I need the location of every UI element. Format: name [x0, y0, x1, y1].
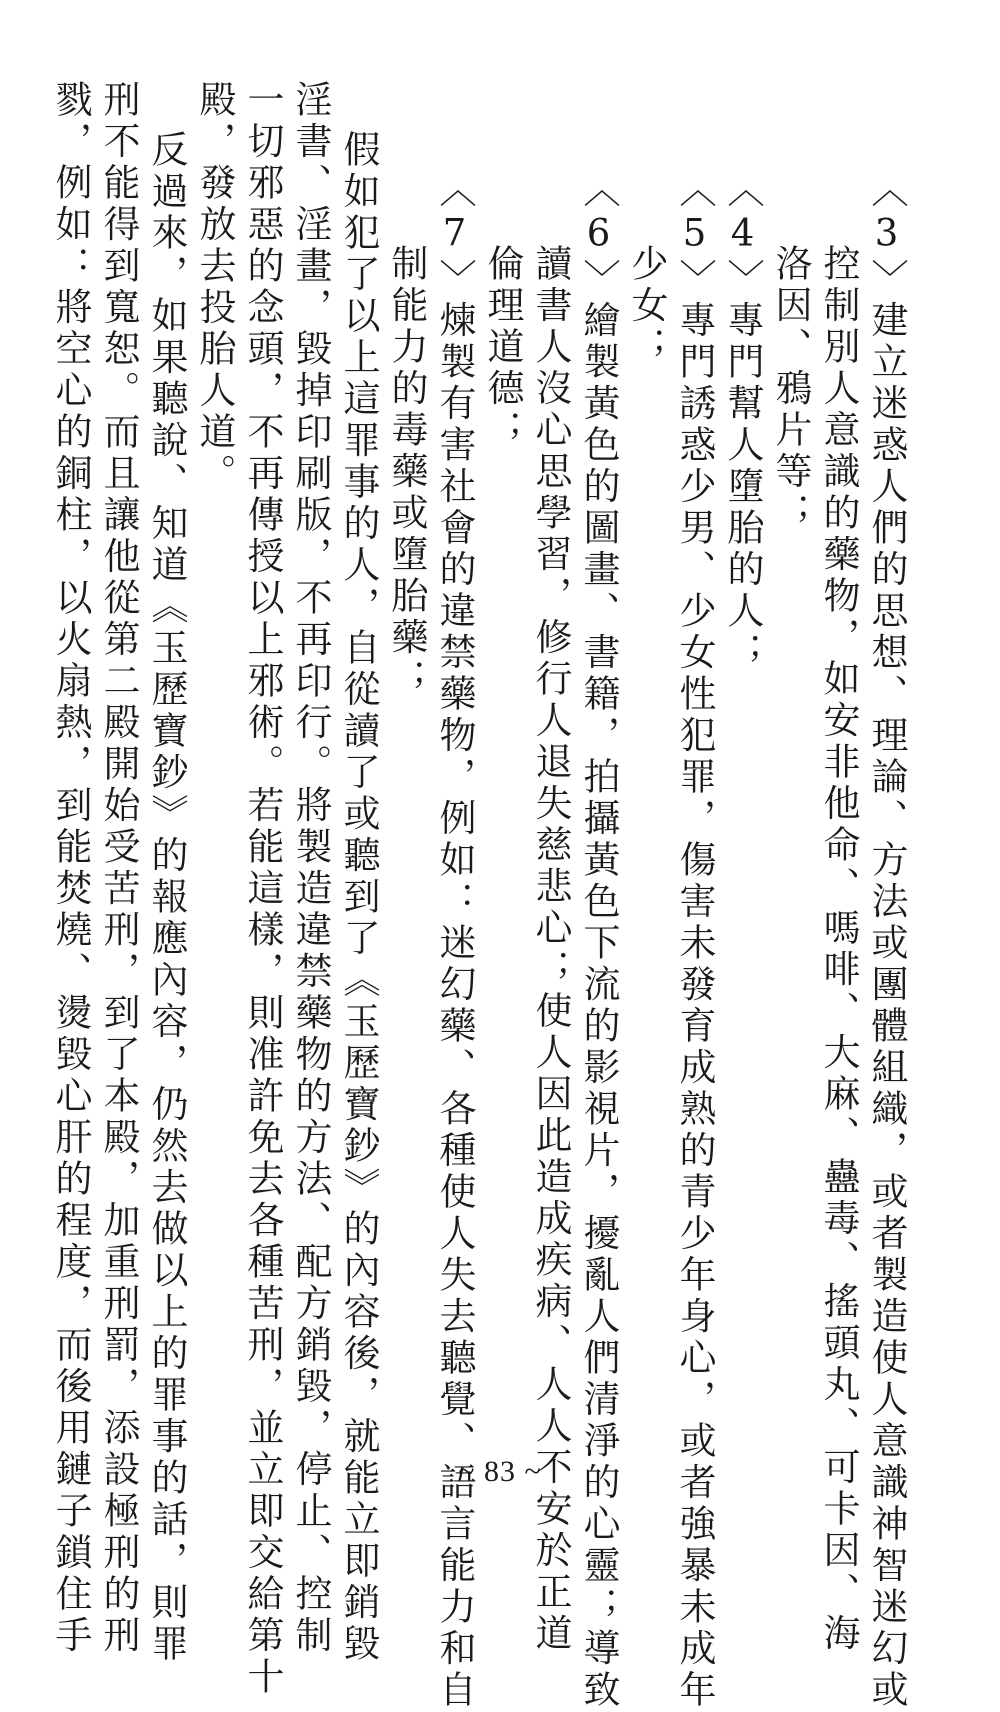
text-column-4: 〈4〉專門幫人墮胎的人； — [721, 170, 764, 674]
text-column-2: 控制別人意識的藥物，如安非他命、嗎啡、大麻、蠱毒、搖頭丸、可卡因、海 — [817, 244, 860, 1655]
text-column-10: 〈7〉煉製有害社會的違禁藥物，例如：迷幻藥、各種使人失去聽覺、語言能力和自 — [433, 170, 476, 1712]
text-column-6: 少女； — [625, 244, 668, 369]
text-column-3: 洛因、鴉片等； — [769, 244, 812, 535]
text-column-11: 制能力的毒藥或墮胎藥； — [385, 244, 428, 701]
text-column-18: 戮，例如：將空心的銅柱，以火扇熱，到能焚燒、燙毀心肝的程度，而後用鏈子鎖住手 — [49, 80, 92, 1657]
text-column-12: 假如犯了以上這罪事的人，自從讀了或聽到了《玉歷寶鈔》的內容後，就能立即銷毀 — [337, 130, 380, 1666]
text-column-15: 殿，發放去投胎人道。 — [193, 80, 236, 495]
text-column-14: 一切邪惡的念頭，不再傳授以上邪術。若能這樣，則准許免去各種苦刑，並立即交給第十 — [241, 80, 284, 1699]
text-column-13: 淫書、淫畫，毀掉印刷版，不再印行。將製造違禁藥物的方法、配方銷毀，停止、控制 — [289, 80, 332, 1657]
page-number: ~ 83 ~ — [458, 1455, 542, 1488]
text-column-9: 倫理道德； — [481, 244, 524, 452]
text-column-16: 反過來，如果聽說、知道《玉歷寶鈔》的報應內容，仍然去做以上的罪事的話，則罪 — [145, 130, 188, 1666]
text-column-5: 〈5〉專門誘惑少男、少女性犯罪，傷害未發育成熟的青少年身心，或者強暴未成年 — [673, 170, 716, 1712]
text-column-7: 〈6〉繪製黃色的圖畫、書籍，拍攝黃色下流的影視片，擾亂人們清淨的心靈；導致 — [577, 170, 620, 1712]
text-column-1: 〈3〉建立迷惑人們的思想、理論、方法或團體組織，或者製造使人意識神智迷幻或 — [865, 170, 908, 1712]
text-column-17: 刑不能得到寬恕。而且讓他從第二殿開始受苦刑，到了本殿，加重刑罰，添設極刑的刑 — [97, 80, 140, 1657]
text-column-8: 讀書人沒心思學習，修行人退失慈悲心；使人因此造成疾病、人人不安於正道 — [529, 244, 572, 1655]
